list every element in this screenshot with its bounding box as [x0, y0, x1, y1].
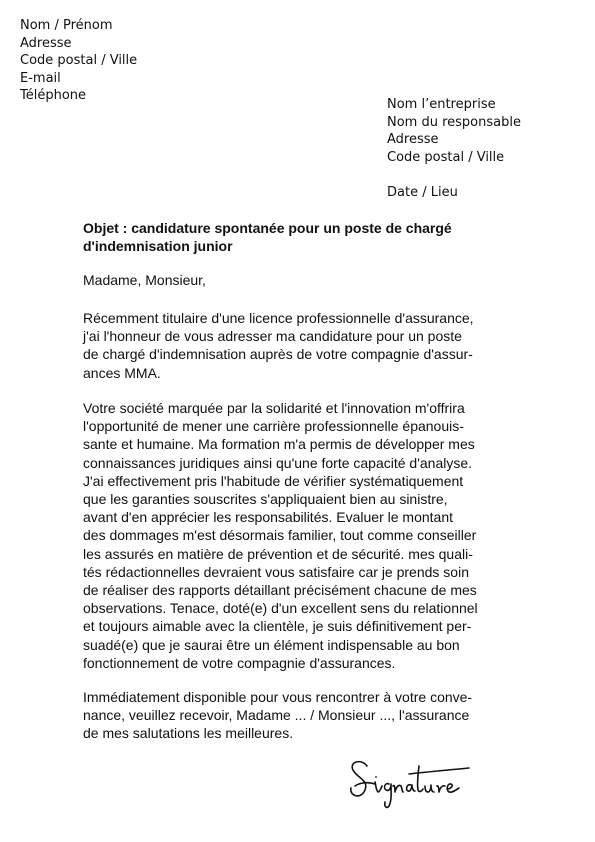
paragraph-line: observations. Tenace, doté(e) d'un excellent sens du relationnel [83, 600, 478, 617]
sender-name: Nom / Prénom [20, 18, 113, 33]
subject-line-1: Objet : candidature spontanée pour un poste de chargé [83, 220, 452, 236]
recipient-manager: Nom du responsable [387, 114, 521, 130]
paragraph-line: l'opportunité de mener une carrière professionnelle épanouis- [83, 418, 464, 435]
paragraph-line: tés rédactionnelles devraient vous satisfaire car je prends soin [83, 563, 469, 580]
paragraph-line: avant d'en apprécier les responsabilités. Evaluer le montant [83, 509, 453, 526]
recipient-address: Adresse [387, 132, 439, 148]
sender-postal-city: Code postal / Ville [20, 53, 138, 69]
sender-address: Adresse [20, 35, 72, 51]
paragraph-line: de mes salutations les meilleures. [83, 725, 294, 742]
paragraph-line: et toujours aimable avec la clientèle, je suis définitivement per- [83, 618, 472, 635]
paragraph-line: suadé(e) que je saurai être un élément indispensable au bon [83, 636, 460, 653]
paragraph-line: fonctionnement de votre compagnie d'assurances. [83, 654, 396, 671]
signature-image [345, 752, 485, 812]
paragraph-line: Immédiatement disponible pour vous rencontrer à votre conve- [83, 689, 473, 705]
paragraph-line: des dommages m'est désormais familier, tout comme conseiller [83, 527, 477, 544]
date-place: Date / Lieu [387, 185, 458, 200]
sender-email: E-mail [20, 70, 61, 86]
salutation: Madame, Monsieur, [83, 272, 206, 288]
paragraph-line: ances MMA. [83, 364, 161, 381]
subject-line-2: d'indemnisation junior [83, 238, 233, 254]
paragraph-line: Votre société marquée par la solidarité et l'innovation m'offrira [83, 400, 465, 416]
paragraph-line: de réaliser des rapports détaillant précisément chacune de mes [83, 582, 477, 599]
paragraph-closing [83, 688, 472, 743]
paragraph-line: de chargé d'indemnisation auprès de votre compagnie d'assur- [83, 346, 473, 363]
paragraph-line: J'ai effectivement pris l'habitude de vérifier systématiquement [83, 472, 464, 489]
paragraph-line: j'ai l'honneur de vous adresser ma candidature pour un poste [83, 328, 462, 345]
recipient-block [387, 96, 521, 166]
paragraph-body [83, 399, 478, 672]
paragraph-line: sante et humaine. Ma formation m'a permis de développer mes [83, 436, 475, 453]
paragraph-line: les assurés en matière de prévention et de sécurité. mes quali- [83, 545, 473, 562]
paragraph-line: que les garanties souscrites s'appliquaient bien au sinistre, [83, 491, 448, 508]
paragraph-line: Récemment titulaire d'une licence professionnelle d'assurance, [83, 310, 474, 326]
recipient-company: Nom l’entreprise [387, 97, 496, 112]
paragraph-line: nance, veuillez recevoir, Madame ... / Monsieur ..., l'assurance [83, 707, 470, 724]
sender-block [20, 17, 137, 105]
recipient-postal-city: Code postal / Ville [387, 149, 505, 165]
subject-line [83, 219, 523, 255]
paragraph-intro [83, 309, 474, 382]
paragraph-line: connaissances juridiques ainsi qu'une forte capacité d'analyse. [83, 454, 473, 471]
sender-phone: Téléphone [20, 88, 87, 104]
